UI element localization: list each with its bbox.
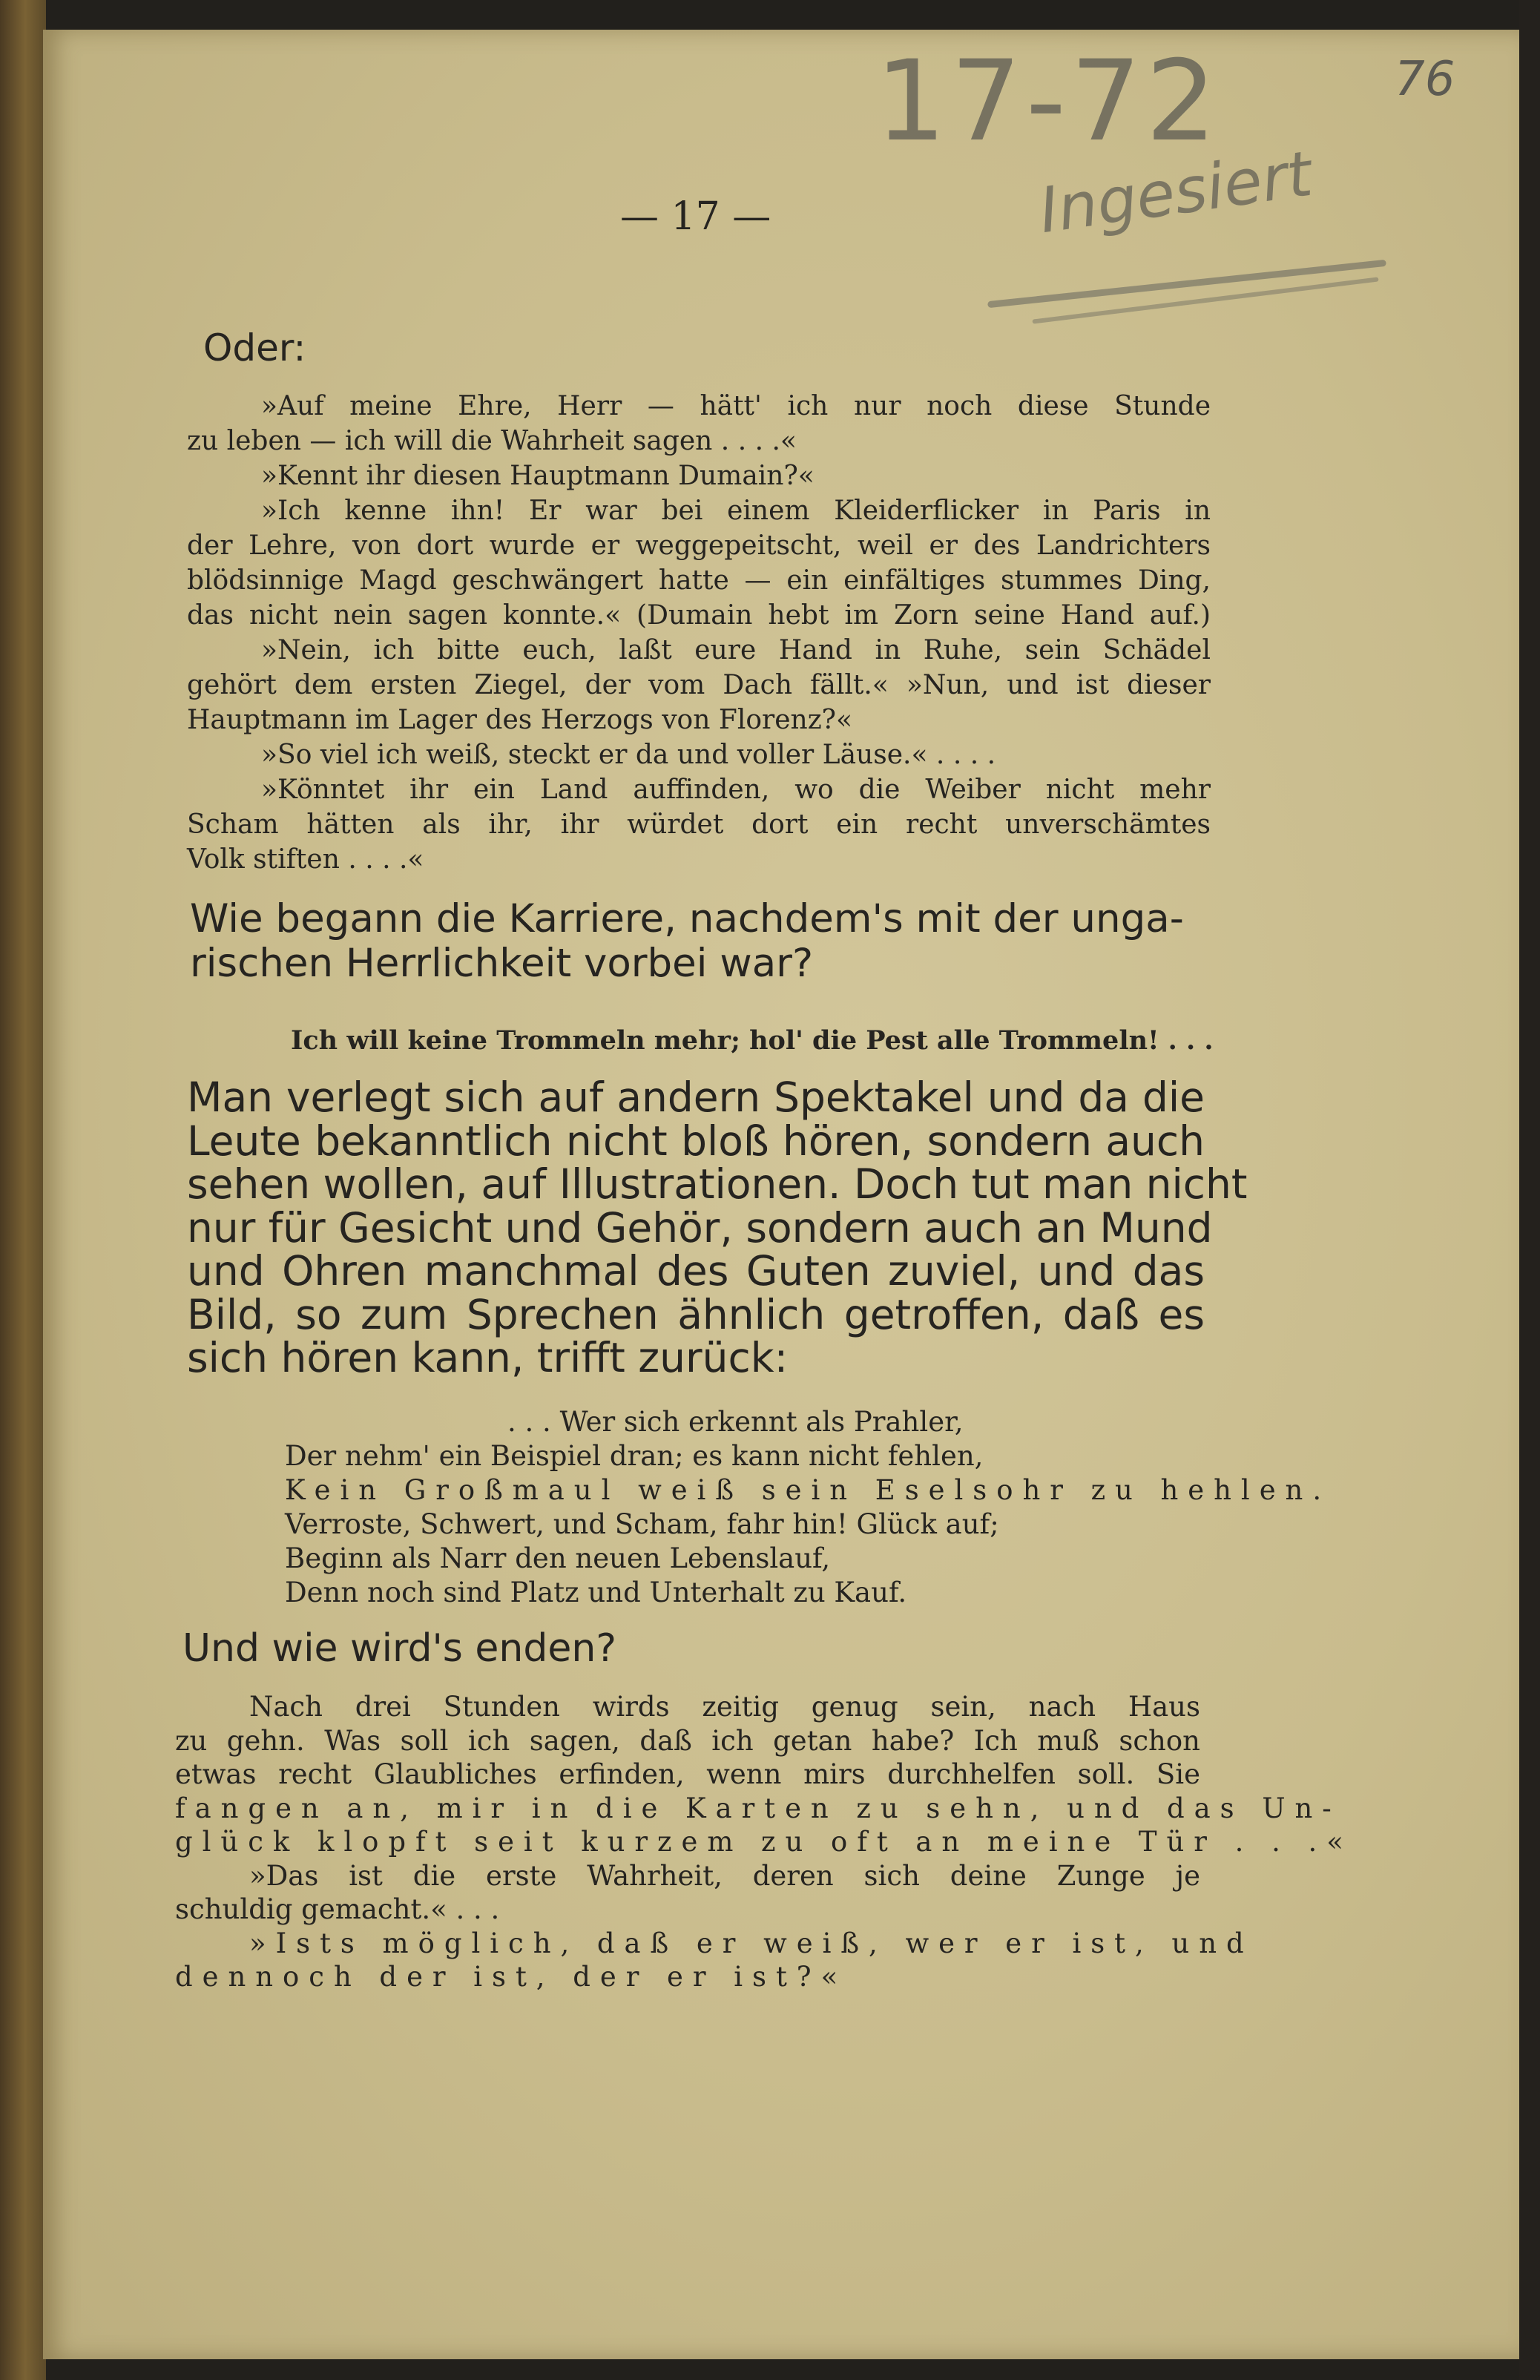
text-line: fangen an, mir in die Karten zu sehn, und das Un- — [175, 1792, 1341, 1824]
text-line: Hauptmann im Lager des Herzogs von Florenz?« — [187, 705, 853, 735]
text-line: sich hören kann, trifft zurück: — [187, 1334, 789, 1381]
verse-line: Denn noch sind Platz und Unterhalt zu Kauf. — [285, 1577, 907, 1608]
verse-block — [285, 1408, 1331, 1613]
pencil-scribble: Ingesiert — [1034, 137, 1317, 248]
text-line: und Ohren manchmal des Guten zuviel, und das — [187, 1247, 1205, 1295]
verse-line: Beginn als Narr den neuen Lebenslauf, — [285, 1542, 831, 1574]
text-line: gehört dem ersten Ziegel, der vom Dach fällt.« »Nun, und ist dieser — [187, 670, 1211, 700]
heading-line: rischen Herrlichkeit vorbei war? — [190, 941, 814, 986]
text-line: »Nein, ich bitte euch, laßt eure Hand in Ruhe, sein Schädel — [261, 635, 1211, 665]
text-line: Leute bekanntlich nicht bloß hören, sondern auch — [187, 1117, 1205, 1165]
scan-border — [1519, 0, 1540, 2380]
verse-line: . . . Wer sich erkennt als Prahler, — [507, 1406, 964, 1438]
text-line: glück klopft seit kurzem zu oft an meine Tür . . .« — [175, 1826, 1353, 1858]
text-line: etwas recht Glaubliches erfinden, wenn mirs durchhelfen soll. Sie — [175, 1758, 1200, 1790]
verse-line: Verroste, Schwert, und Scham, fahr hin! Glück auf; — [285, 1508, 999, 1540]
section-heading-oder: Oder: — [203, 326, 306, 369]
page-number: — 17 — — [620, 194, 771, 239]
text-line: der Lehre, von dort wurde er weggepeitscht, weil er des Landrichters — [187, 530, 1211, 561]
text-line: sehen wollen, auf Illustrationen. Doch tut man nicht — [187, 1160, 1248, 1208]
text-line: zu leben — ich will die Wahrheit sagen . . . .« — [187, 426, 797, 456]
question-heading — [190, 896, 1184, 988]
text-line: »Ists möglich, daß er weiß, wer er ist, und — [249, 1927, 1254, 1959]
text-line: dennoch der ist, der er ist?« — [175, 1961, 848, 1993]
drums-quote: Ich will keine Trommeln mehr; hol' die Pest alle Trommeln! . . . — [291, 1025, 1214, 1056]
text-line: Bild, so zum Sprechen ähnlich getroffen, daß es — [187, 1290, 1205, 1338]
text-line: schuldig gemacht.« . . . — [175, 1893, 500, 1925]
text-line: »Ich kenne ihn! Er war bei einem Kleiderflicker in Paris in — [261, 496, 1211, 526]
quote-block-1 — [187, 393, 1211, 881]
verse-line: Kein Großmaul weiß sein Eselsohr zu hehlen. — [285, 1474, 1332, 1506]
text-line: Nach drei Stunden wirds zeitig genug sein, nach Haus — [249, 1691, 1200, 1723]
main-paragraph — [187, 1074, 1248, 1381]
text-line: Scham hätten als ihr, ihr würdet dort ein recht unverschämtes — [187, 809, 1211, 840]
pencil-page-range: 17-72 — [875, 37, 1221, 166]
book-binding — [0, 0, 46, 2380]
quote-block-2 — [175, 1691, 1353, 1997]
text-line: Volk stiften . . . .« — [187, 844, 424, 875]
verse-line: Der nehm' ein Beispiel dran; es kann nicht fehlen, — [285, 1440, 984, 1472]
text-line: »So viel ich weiß, steckt er da und voller Läuse.« . . . . — [261, 740, 996, 770]
text-line: »Auf meine Ehre, Herr — hätt' ich nur noch diese Stunde — [261, 391, 1211, 421]
text-line: »Kennt ihr diesen Hauptmann Dumain?« — [261, 461, 815, 491]
text-line: blödsinnige Magd geschwängert hatte — ein einfältiges stummes Ding, — [187, 565, 1211, 596]
text-line: Man verlegt sich auf andern Spektakel und da die — [187, 1074, 1205, 1121]
end-heading: Und wie wird's enden? — [182, 1626, 616, 1671]
pencil-corner-number: 76 — [1395, 52, 1455, 107]
heading-line: Wie begann die Karriere, nachdem's mit der unga- — [190, 896, 1184, 941]
text-line: zu gehn. Was soll ich sagen, daß ich getan habe? Ich muß schon — [175, 1724, 1200, 1757]
text-line: »Könntet ihr ein Land auffinden, wo die Weiber nicht mehr — [261, 775, 1211, 805]
text-line: nur für Gesicht und Gehör, sondern auch an Mund — [187, 1203, 1213, 1252]
text-line: »Das ist die erste Wahrheit, deren sich deine Zunge je — [249, 1859, 1200, 1892]
text-line: das nicht nein sagen konnte.« (Dumain hebt im Zorn seine Hand auf.) — [187, 600, 1211, 631]
